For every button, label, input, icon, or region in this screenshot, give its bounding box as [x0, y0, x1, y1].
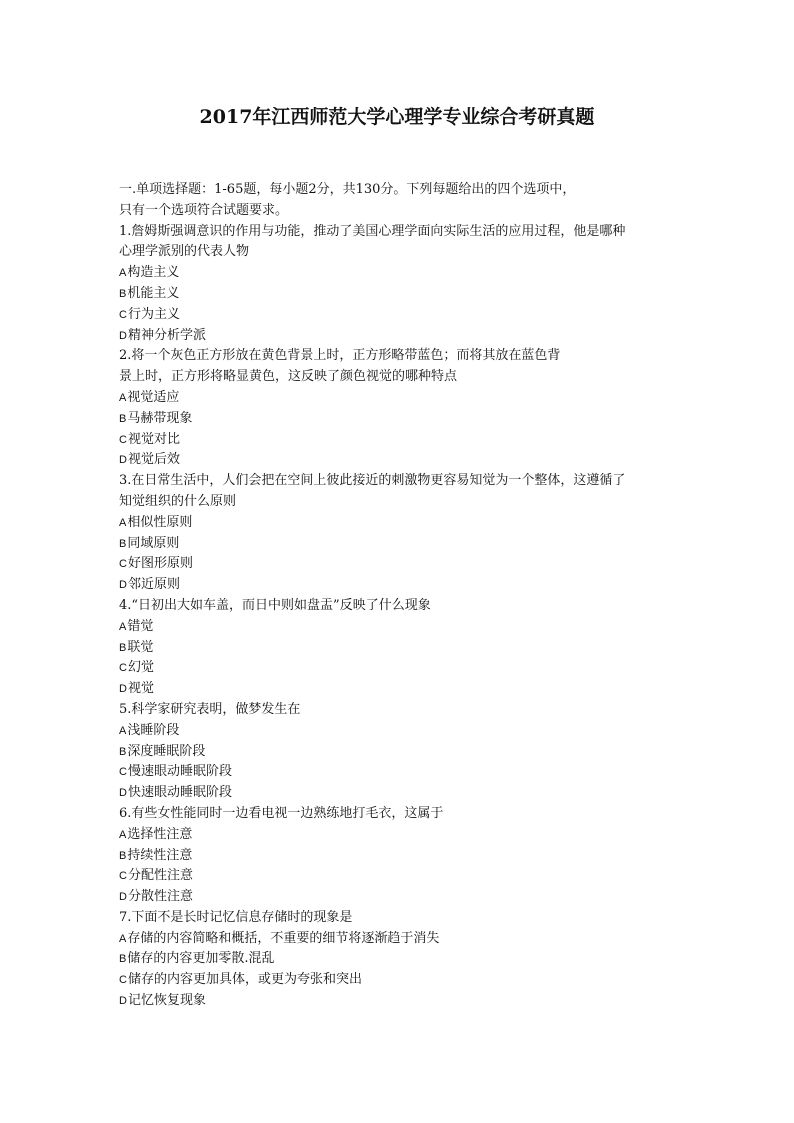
option-letter: C [119, 870, 127, 883]
option-text: 马赫带现象 [127, 410, 193, 426]
option-letter: D [119, 579, 127, 592]
option-b [119, 284, 679, 305]
option-a [119, 513, 679, 534]
option-b [119, 409, 679, 430]
option-d [119, 783, 679, 804]
option-text: 视觉对比 [127, 431, 180, 447]
option-text: 好图形原则 [127, 556, 193, 572]
question-1 [119, 222, 679, 347]
option-text: 幻觉 [127, 660, 154, 676]
option-a [119, 617, 679, 638]
option-text: 持续性注意 [127, 847, 193, 863]
question-stem-line: 心理学派别的代表人物 [119, 244, 250, 260]
question-7 [119, 908, 679, 1012]
option-a [119, 825, 679, 846]
option-text: 邻近原则 [127, 577, 180, 593]
option-c [119, 658, 679, 679]
question-6 [119, 804, 679, 908]
document-body [119, 180, 679, 1012]
option-a [119, 263, 679, 284]
question-stem-line: 景上时，正方形将略显黄色，这反映了颜色视觉的哪种特点 [119, 369, 458, 385]
option-letter: A [119, 516, 127, 529]
question-2 [119, 346, 679, 471]
option-letter: A [119, 267, 127, 280]
option-letter: D [119, 995, 127, 1008]
option-c [119, 430, 679, 451]
section-header-line: 一.单项选择题：1-65题，每小题2分，共130分。下列每题给出的四个选项中， [119, 182, 576, 197]
option-text: 机能主义 [127, 285, 180, 301]
option-letter: B [119, 953, 127, 966]
option-letter: C [119, 433, 127, 446]
option-text: 相似性原则 [127, 514, 193, 530]
option-text: 快速眼动睡眠阶段 [127, 785, 232, 801]
option-letter: D [119, 891, 127, 904]
option-text: 存储的内容简略和概括，不重要的细节将逐渐趋于消失 [127, 930, 440, 946]
page-title: 2017年江西师范大学心理学专业综合考研真题 [199, 106, 595, 128]
option-letter: D [119, 329, 127, 342]
option-d [119, 679, 679, 700]
option-letter: D [119, 787, 127, 800]
option-text: 慢速眼动睡眠阶段 [127, 764, 232, 780]
option-letter: A [119, 620, 127, 633]
option-text: 精神分析学派 [127, 327, 206, 343]
question-3 [119, 471, 679, 596]
option-letter: C [119, 974, 127, 987]
question-5 [119, 700, 679, 804]
option-c [119, 762, 679, 783]
option-letter: D [119, 683, 127, 696]
option-c [119, 866, 679, 887]
option-letter: B [119, 849, 127, 862]
option-letter: A [119, 828, 127, 841]
option-d [119, 887, 679, 908]
option-letter: D [119, 454, 127, 467]
option-a [119, 721, 679, 742]
option-b [119, 742, 679, 763]
option-letter: B [119, 745, 127, 758]
option-d [119, 991, 679, 1012]
question-stem-line: 6.有些女性能同时一边看电视一边熟练地打毛衣，这属于 [119, 805, 444, 821]
option-text: 选择性注意 [127, 826, 193, 842]
option-letter: C [119, 558, 127, 571]
option-c [119, 554, 679, 575]
option-d [119, 575, 679, 596]
question-stem-line: 1.詹姆斯强调意识的作用与功能，推动了美国心理学面向实际生活的应用过程，他是哪种 [119, 223, 626, 239]
option-text: 同域原则 [127, 535, 180, 551]
option-letter: A [119, 932, 127, 945]
option-b [119, 534, 679, 555]
option-d [119, 326, 679, 347]
option-text: 行为主义 [127, 306, 180, 322]
question-stem-line: 4.“日初出大如车盖，而日中则如盘盂”反映了什么现象 [119, 597, 431, 613]
option-text: 联觉 [127, 639, 154, 655]
option-text: 视觉后效 [127, 452, 180, 468]
section-header-line: 只有一个选项符合试题要求。 [119, 202, 289, 218]
option-d [119, 450, 679, 471]
option-text: 浅睡阶段 [127, 722, 180, 738]
option-letter: B [119, 412, 127, 425]
option-text: 视觉适应 [127, 389, 180, 405]
option-text: 错觉 [127, 618, 154, 634]
option-text: 视觉 [127, 681, 154, 697]
option-letter: C [119, 662, 127, 675]
question-stem-line: 3.在日常生活中，人们会把在空间上彼此接近的刺激物更容易知觉为一个整体，这遵循了 [119, 473, 626, 489]
question-stem-line: 2.将一个灰色正方形放在黄色背景上时，正方形略带蓝色；而将其放在蓝色背 [119, 348, 561, 364]
option-letter: B [119, 287, 127, 300]
option-text: 储存的内容更加具体，或更为夸张和突出 [127, 972, 362, 988]
option-letter: C [119, 308, 127, 321]
option-text: 构造主义 [127, 265, 180, 281]
option-letter: B [119, 537, 127, 550]
question-stem-line: 知觉组织的什么原则 [119, 493, 237, 509]
option-letter: A [119, 724, 127, 737]
option-letter: B [119, 641, 127, 654]
option-text: 分散性注意 [127, 889, 193, 905]
option-text: 分配性注意 [127, 868, 193, 884]
option-b [119, 846, 679, 867]
question-4 [119, 596, 679, 700]
option-b [119, 638, 679, 659]
option-letter: C [119, 766, 127, 779]
option-b [119, 949, 679, 970]
option-text: 记忆恢复现象 [127, 993, 206, 1009]
option-text: 深度睡眠阶段 [127, 743, 206, 759]
option-a [119, 388, 679, 409]
option-c [119, 970, 679, 991]
option-letter: A [119, 391, 127, 404]
option-a [119, 929, 679, 950]
option-text: 储存的内容更加零散.混乱 [127, 951, 275, 967]
question-stem-line: 5.科学家研究表明，做梦发生在 [119, 701, 301, 717]
question-stem-line: 7.下面不是长时记忆信息存储时的现象是 [119, 909, 353, 925]
option-c [119, 305, 679, 326]
